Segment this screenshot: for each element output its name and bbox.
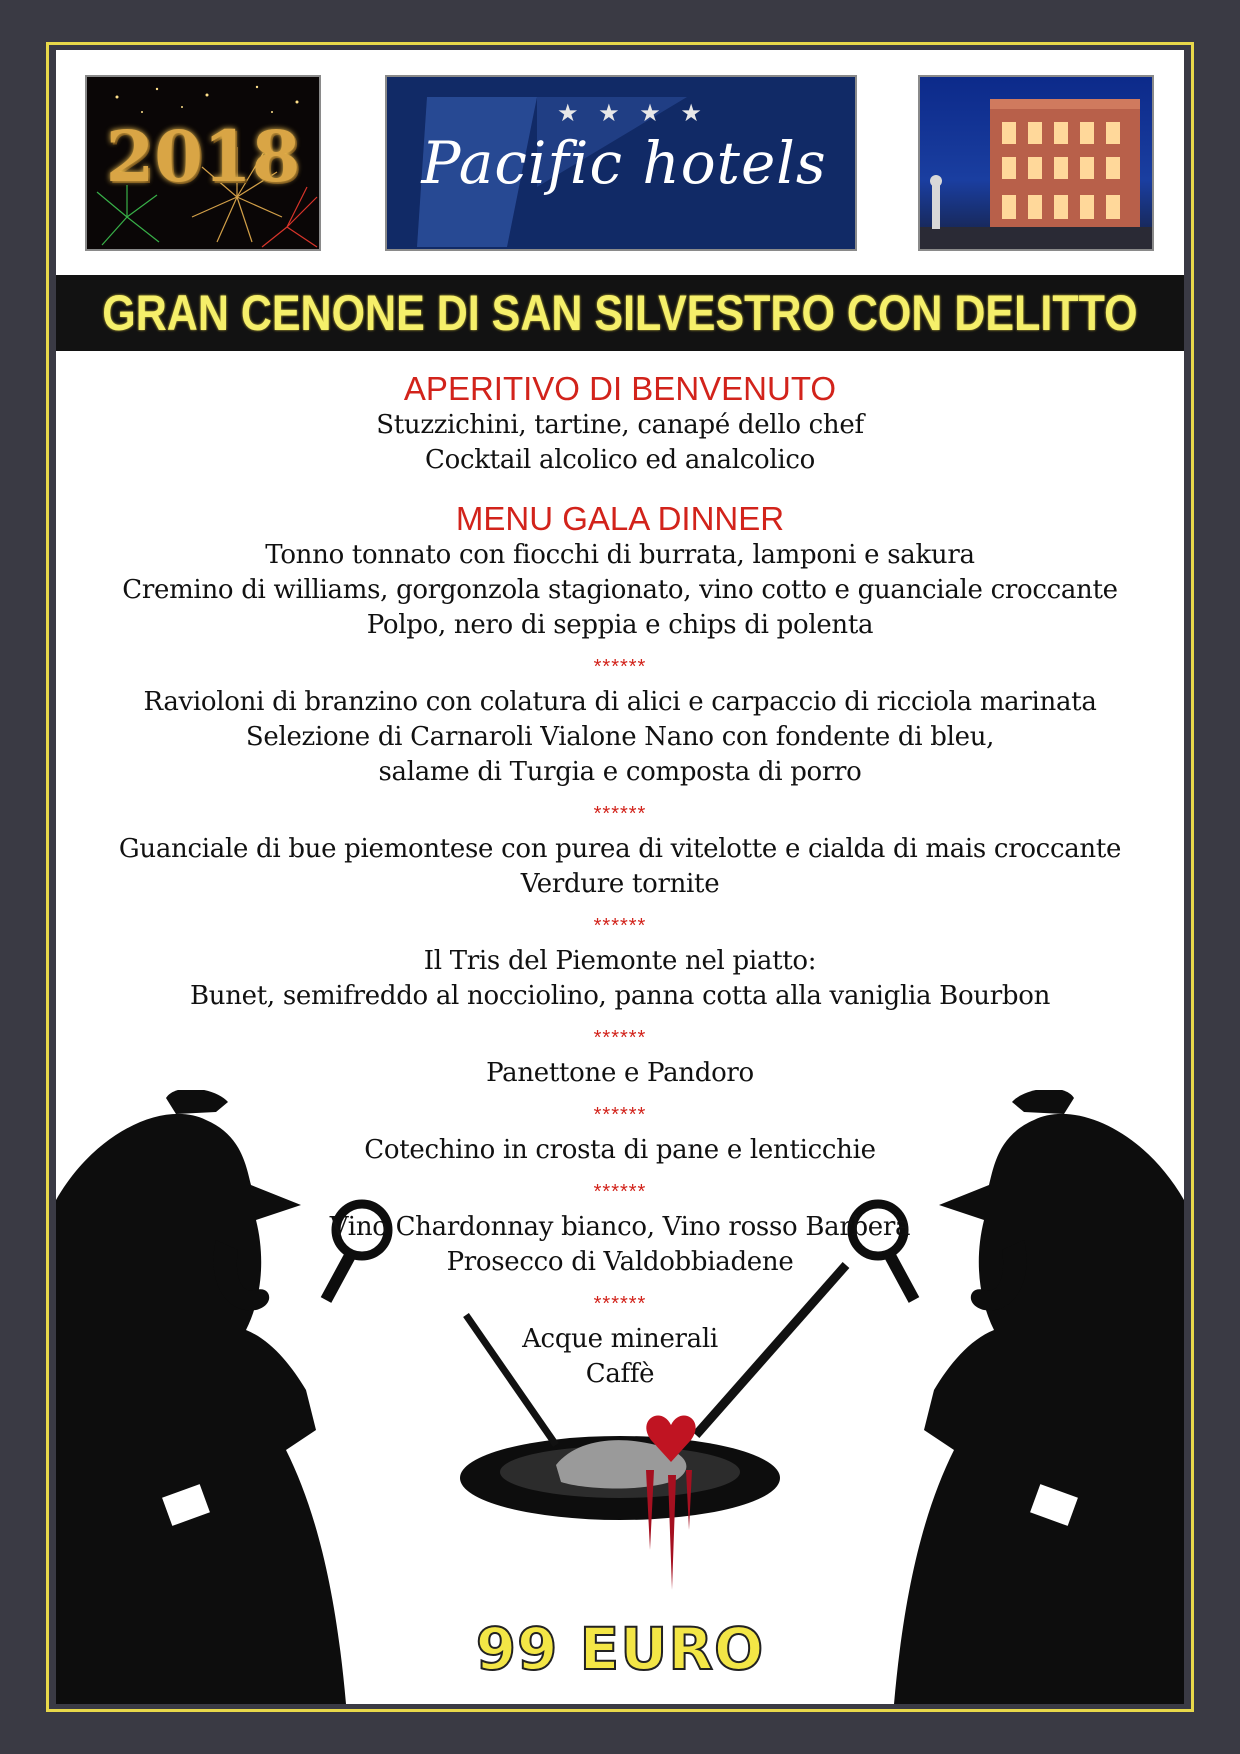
price-label: 99 EURO [475,1615,765,1683]
title-banner [56,275,1184,351]
gala-heading: MENU GALA DINNER [455,500,785,537]
menu-line: Panettone e Pandoro [486,1058,754,1088]
menu-line: Caffè [585,1359,655,1389]
fireworks-image [85,75,321,251]
menu-line: Cocktail alcolico ed analcolico [425,445,815,475]
year-label: 2018 [105,115,301,198]
menu-line: salame di Turgia e composta di porro [378,757,862,787]
logo-stars: ★ ★ ★ ★ [557,99,708,127]
course-separator: ****** [593,1181,647,1203]
menu-line: Stuzzichini, tartine, canapé dello chef [376,410,864,440]
menu-line: Cremino di williams, gorgonzola stagionato, vino cotto e guanciale croccante [122,575,1118,605]
aperitivo-heading: APERITIVO DI BENVENUTO [403,370,837,407]
hotel-building-graphic [920,77,1152,249]
menu-line: Tonno tonnato con fiocchi di burrata, lamponi e sakura [265,540,975,570]
course-separator: ****** [593,656,647,678]
logo-text: Pacific hotels [421,129,827,197]
menu-line: Polpo, nero di seppia e chips di polenta [366,610,874,640]
menu-line: Il Tris del Piemonte nel piatto: [423,946,817,976]
page-title: GRAN CENONE DI SAN SILVESTRO CON DELITTO [102,285,1138,341]
pacific-hotels-logo [385,75,857,251]
hotel-photo [918,75,1154,251]
menu-line: Verdure tornite [520,869,720,899]
course-separator: ****** [593,1293,647,1315]
menu-line: Guanciale di bue piemontese con purea di vitelotte e cialda di mais croccante [118,834,1122,864]
course-separator: ****** [593,1104,647,1126]
course-separator: ****** [593,803,647,825]
course-separator: ****** [593,1027,647,1049]
menu-line: Acque minerali [522,1324,718,1354]
menu-line: Ravioloni di branzino con colatura di alici e carpaccio di ricciola marinata [143,687,1097,717]
menu-line: Selezione di Carnaroli Vialone Nano con fondente di bleu, [245,722,995,752]
menu-line: Prosecco di Valdobbiadene [446,1247,794,1277]
course-separator: ****** [593,915,647,937]
menu-line: Bunet, semifreddo al nocciolino, panna cotta alla vaniglia Bourbon [189,981,1051,1011]
menu-content [56,370,1184,1392]
menu-sheet [56,50,1184,1704]
menu-line: Vino Chardonnay bianco, Vino rosso Barbera [329,1212,911,1242]
menu-line: Cotechino in crosta di pane e lenticchie [364,1135,876,1165]
